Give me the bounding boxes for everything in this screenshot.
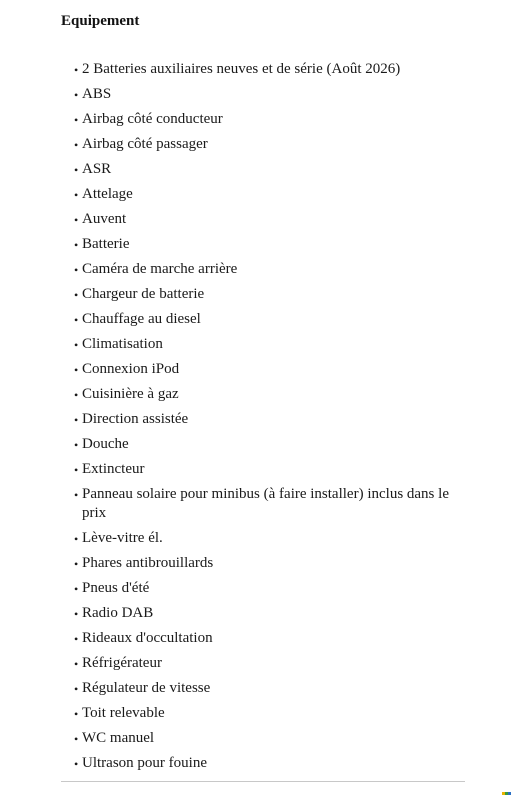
list-item-label: Douche — [82, 436, 129, 452]
bullet-icon: • — [74, 463, 79, 477]
bullet-icon: • — [74, 413, 79, 427]
bullet-icon: • — [74, 88, 79, 102]
divider — [61, 781, 465, 782]
bullet-icon: • — [74, 557, 79, 571]
list-item-label: ABS — [82, 86, 112, 102]
bullet-icon: • — [74, 313, 79, 327]
list-item-label: Chargeur de batterie — [82, 286, 205, 302]
list-item-label: WC manuel — [82, 730, 155, 746]
bullet-icon: • — [74, 363, 79, 377]
bullet-icon: • — [74, 213, 79, 227]
list-item — [74, 310, 464, 329]
bullet-icon: • — [74, 707, 79, 721]
list-item — [74, 260, 464, 279]
list-item — [74, 554, 464, 573]
list-item — [74, 579, 464, 598]
list-item-label: Ultrason pour fouine — [82, 755, 207, 771]
bullet-icon: • — [74, 532, 79, 546]
list-item-label: Climatisation — [82, 336, 163, 352]
list-item-label: Airbag côté conducteur — [82, 111, 223, 127]
list-item — [74, 160, 464, 179]
list-item — [74, 210, 464, 229]
bullet-icon: • — [74, 288, 79, 302]
list-item-label: Batterie — [82, 236, 130, 252]
bullet-icon: • — [74, 607, 79, 621]
list-item — [74, 185, 464, 204]
bullet-icon: • — [74, 138, 79, 152]
bullet-icon: • — [74, 438, 79, 452]
list-item — [74, 629, 464, 648]
bullet-icon: • — [74, 338, 79, 352]
brand-logo-icon — [502, 789, 510, 795]
list-item — [74, 110, 464, 129]
bullet-icon: • — [74, 388, 79, 402]
list-item-label: Caméra de marche arrière — [82, 261, 238, 277]
list-item-label: Connexion iPod — [82, 361, 180, 377]
list-item-label: Airbag côté passager — [82, 136, 208, 152]
list-item-label: Cuisinière à gaz — [82, 386, 179, 402]
list-item-label: Radio DAB — [82, 605, 154, 621]
bullet-icon: • — [74, 632, 79, 646]
list-item-label: Panneau solaire pour minibus (à faire installer) inclus dans le prix — [82, 486, 449, 521]
list-item — [74, 654, 464, 673]
bullet-icon: • — [74, 582, 79, 596]
list-item — [74, 754, 464, 773]
section-title: Equipement — [61, 13, 140, 29]
list-item — [74, 485, 464, 523]
list-item-label: Phares antibrouillards — [82, 555, 214, 571]
list-item-label: Lève-vitre él. — [82, 530, 163, 546]
list-item-label: Pneus d'été — [82, 580, 150, 596]
bullet-icon: • — [74, 732, 79, 746]
list-item — [74, 60, 464, 79]
bullet-icon: • — [74, 757, 79, 771]
bullet-icon: • — [74, 657, 79, 671]
bullet-icon: • — [74, 488, 79, 502]
list-item-label: Chauffage au diesel — [82, 311, 201, 327]
list-item-label: Toit relevable — [82, 705, 165, 721]
list-item — [74, 679, 464, 698]
list-item-label: Rideaux d'occultation — [82, 630, 213, 646]
list-item — [74, 385, 464, 404]
list-item — [74, 410, 464, 429]
list-item — [74, 335, 464, 354]
list-item-label: ASR — [82, 161, 112, 177]
list-item — [74, 360, 464, 379]
list-item-label: Réfrigérateur — [82, 655, 162, 671]
list-item-label: Attelage — [82, 186, 133, 202]
bullet-icon: • — [74, 188, 79, 202]
equipment-list — [74, 60, 464, 779]
bullet-icon: • — [74, 163, 79, 177]
list-item-label: Auvent — [82, 211, 127, 227]
list-item — [74, 704, 464, 723]
list-item — [74, 529, 464, 548]
list-item-label: Direction assistée — [82, 411, 189, 427]
list-item — [74, 435, 464, 454]
bullet-icon: • — [74, 63, 79, 77]
list-item-label: Extincteur — [82, 461, 145, 477]
list-item — [74, 85, 464, 104]
list-item — [74, 235, 464, 254]
list-item — [74, 729, 464, 748]
list-item — [74, 604, 464, 623]
list-item — [74, 135, 464, 154]
bullet-icon: • — [74, 238, 79, 252]
list-item-label: Régulateur de vitesse — [82, 680, 211, 696]
bullet-icon: • — [74, 263, 79, 277]
bullet-icon: • — [74, 682, 79, 696]
bullet-icon: • — [74, 113, 79, 127]
list-item-label: 2 Batteries auxiliaires neuves et de série (Août 2026) — [82, 61, 401, 77]
list-item — [74, 285, 464, 304]
list-item — [74, 460, 464, 479]
